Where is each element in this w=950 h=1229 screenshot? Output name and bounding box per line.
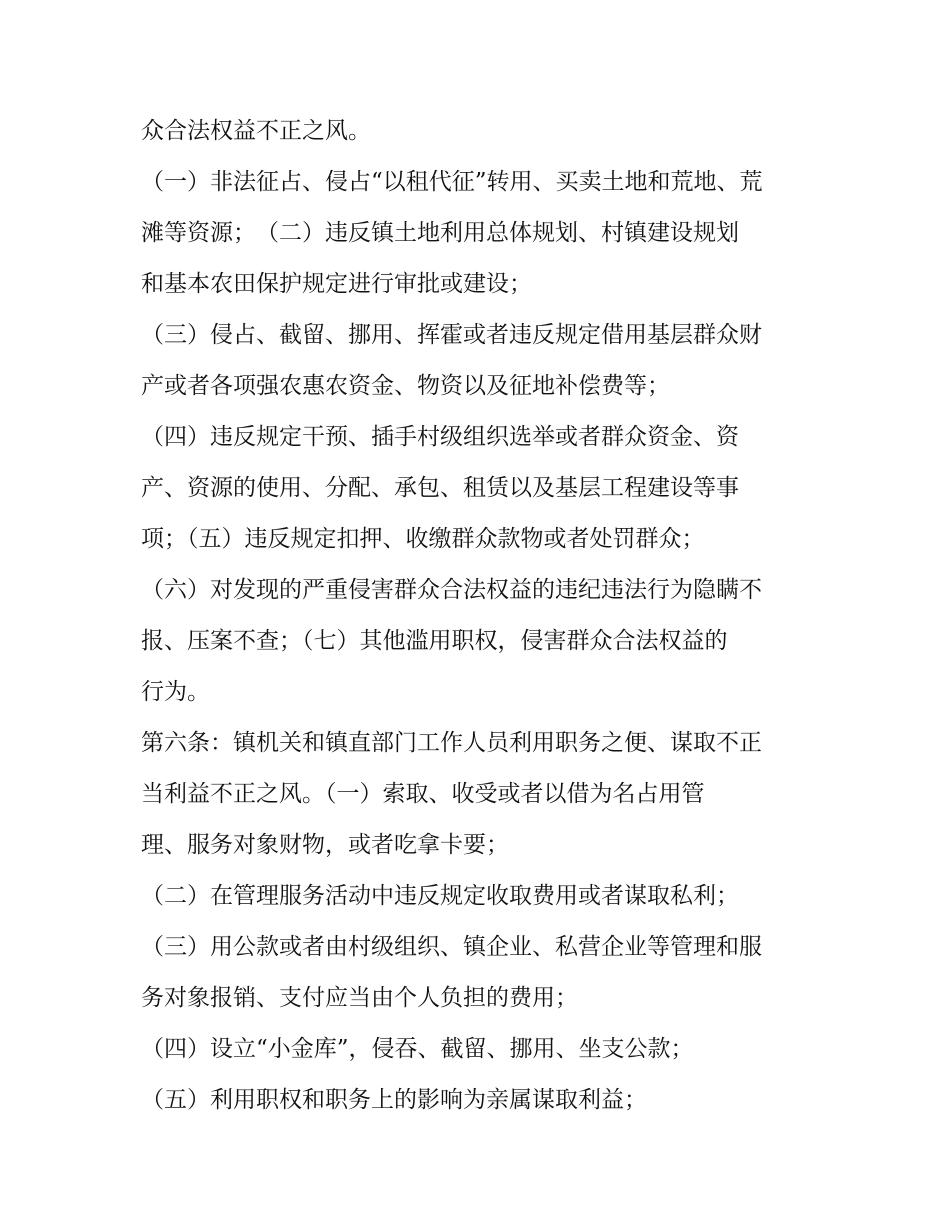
document-body [141, 106, 841, 1126]
text-line: 报、压案不查；（七）其他滥用职权，侵害群众合法权益的 [141, 628, 728, 654]
text-line: （二）在管理服务活动中违反规定收取费用或者谋取私利； [141, 883, 739, 909]
text-line: （四）设立“小金库”，侵吞、截留、挪用、坐支公款； [141, 1036, 694, 1062]
text-line: （六）对发现的严重侵害群众合法权益的违纪违法行为隐瞒不 [141, 577, 762, 603]
text-line: （三）用公款或者由村级组织、镇企业、私营企业等管理和服 [141, 934, 762, 960]
text-line: （三）侵占、截留、挪用、挥霍或者违反规定借用基层群众财 [141, 322, 762, 348]
text-line: 和基本农田保护规定进行审批或建设； [141, 271, 532, 297]
text-line: （五）利用职权和职务上的影响为亲属谋取利益； [141, 1087, 647, 1113]
text-line: 产、资源的使用、分配、承包、租赁以及基层工程建设等事 [141, 475, 739, 501]
text-line: 务对象报销、支付应当由个人负担的费用； [141, 985, 578, 1011]
article-heading-line: 第六条：镇机关和镇直部门工作人员利用职务之便、谋取不正 [141, 730, 762, 756]
text-line: 众合法权益不正之风。 [141, 118, 371, 144]
text-line: 滩等资源； （二）违反镇土地利用总体规划、村镇建设规划 [141, 220, 739, 246]
text-line: 行为。 [141, 679, 210, 705]
text-line: 产或者各项强农惠农资金、物资以及征地补偿费等； [141, 373, 670, 399]
text-line: （一）非法征占、侵占“以租代征”转用、买卖土地和荒地、荒 [141, 169, 763, 195]
text-line: 理、服务对象财物，或者吃拿卡要； [141, 832, 509, 858]
text-line: 当利益不正之风。（一）索取、收受或者以借为名占用管 [141, 781, 705, 807]
text-line: 项；（五）违反规定扣押、收缴群众款物或者处罚群众； [141, 526, 705, 552]
text-line: （四）违反规定干预、插手村级组织选举或者群众资金、资 [141, 424, 739, 450]
